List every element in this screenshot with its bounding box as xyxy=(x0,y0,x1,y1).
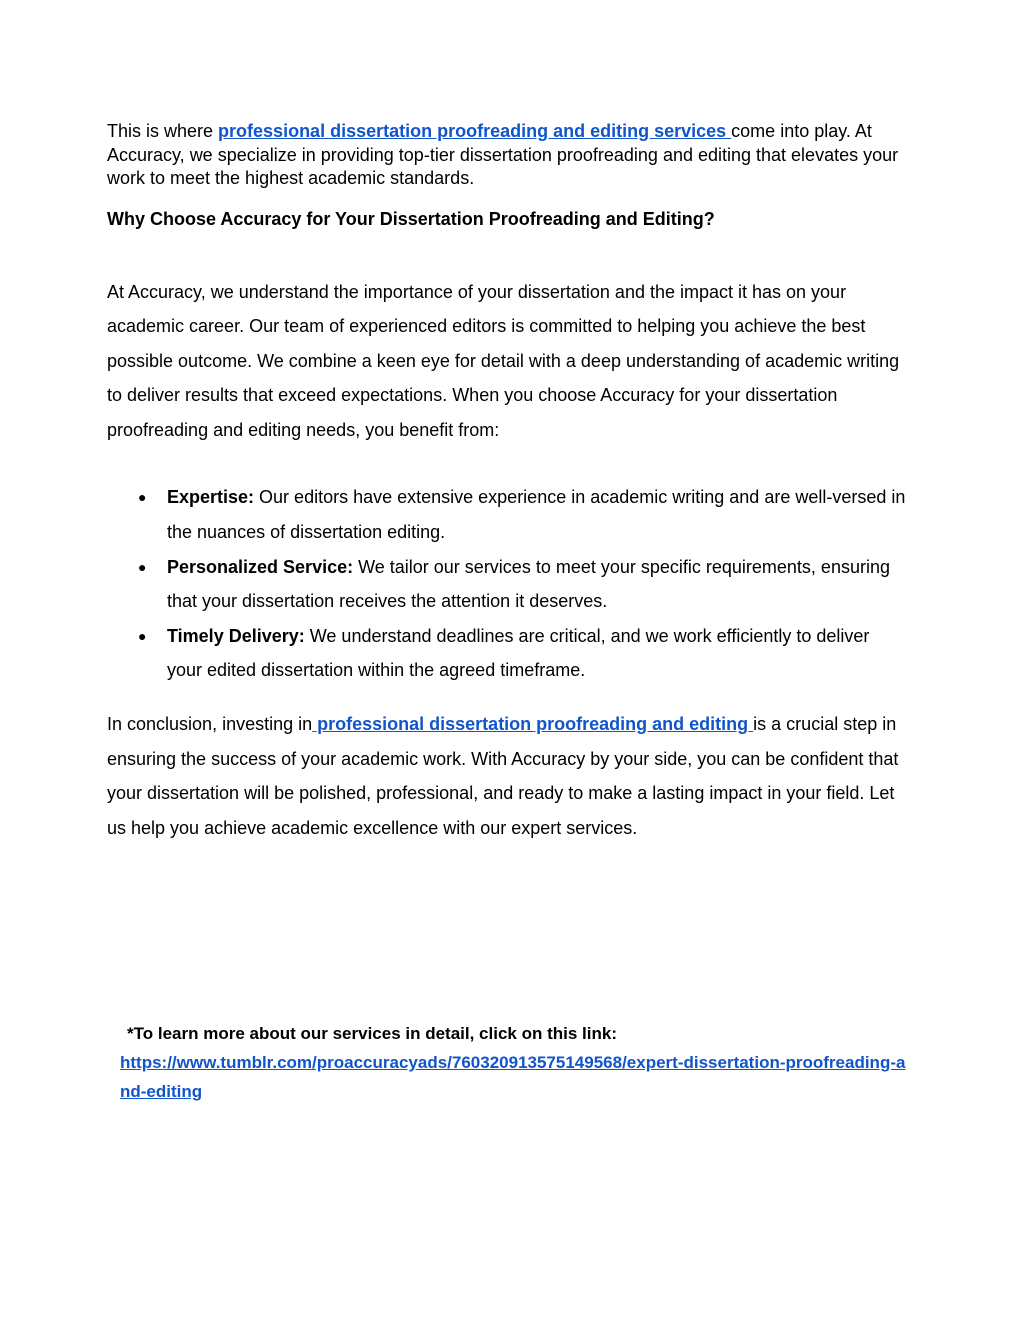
conclusion-text-before: In conclusion, investing in xyxy=(107,714,313,735)
footer-tumblr-link[interactable]: https://www.tumblr.com/proaccuracyads/760320913575149568/expert-dissertation-proofreading-and-editing xyxy=(120,1053,906,1101)
intro-paragraph xyxy=(107,120,907,191)
intro-services-link[interactable]: professional dissertation proofreading and editing services xyxy=(218,121,732,141)
document-page xyxy=(107,120,907,845)
list-item xyxy=(107,550,907,619)
conclusion-services-link[interactable]: professional dissertation proofreading and editing xyxy=(312,714,754,735)
conclusion-text-after: is a crucial step in ensuring the success of your academic work. With Accuracy by your side, you can be confident that your dissertation will be polished, professional, and ready to make a lasting impact in your field. Let us help you achieve academic excellence with our expert services. xyxy=(107,714,899,838)
intro-text-after: come into play. At Accuracy, we specialize in providing top-tier dissertation proofreading and editing that elevates your work to meet the highest academic standards. xyxy=(107,121,899,188)
bullet-icon: ● xyxy=(138,627,147,644)
bullet-term: Personalized Service: xyxy=(167,556,354,577)
bullet-text: We tailor our services to meet your specific requirements, ensuring that your dissertation receives the attention it deserves. xyxy=(167,556,890,612)
footer-note xyxy=(120,1019,910,1106)
footer-note-text: *To learn more about our services in detail, click on this link: xyxy=(127,1024,617,1043)
section-heading: Why Choose Accuracy for Your Dissertation Proofreading and Editing? xyxy=(107,208,715,229)
bullet-text: We understand deadlines are critical, and we work efficiently to deliver your edited dissertation within the agreed timeframe. xyxy=(167,625,870,681)
benefits-list xyxy=(107,480,907,688)
body-paragraph: At Accuracy, we understand the importance of your dissertation and the impact it has on your academic career. Our team of experienced editors is committed to helping you achieve the best possible outcome. We combine a keen eye for detail with a deep understanding of academic writing to deliver results that exceed expectations. When you choose Accuracy for your dissertation proofreading and editing needs, you benefit from: xyxy=(107,281,900,440)
bullet-icon: ● xyxy=(138,489,147,506)
bullet-term: Timely Delivery: xyxy=(167,625,305,646)
bullet-term: Expertise: xyxy=(167,487,255,508)
list-item xyxy=(107,619,907,688)
intro-text-before: This is where xyxy=(107,121,219,141)
conclusion-paragraph xyxy=(107,707,907,845)
bullet-text: Our editors have extensive experience in academic writing and are well-versed in the nuances of dissertation editing. xyxy=(167,487,906,543)
list-item xyxy=(107,480,907,549)
bullet-icon: ● xyxy=(138,558,147,575)
